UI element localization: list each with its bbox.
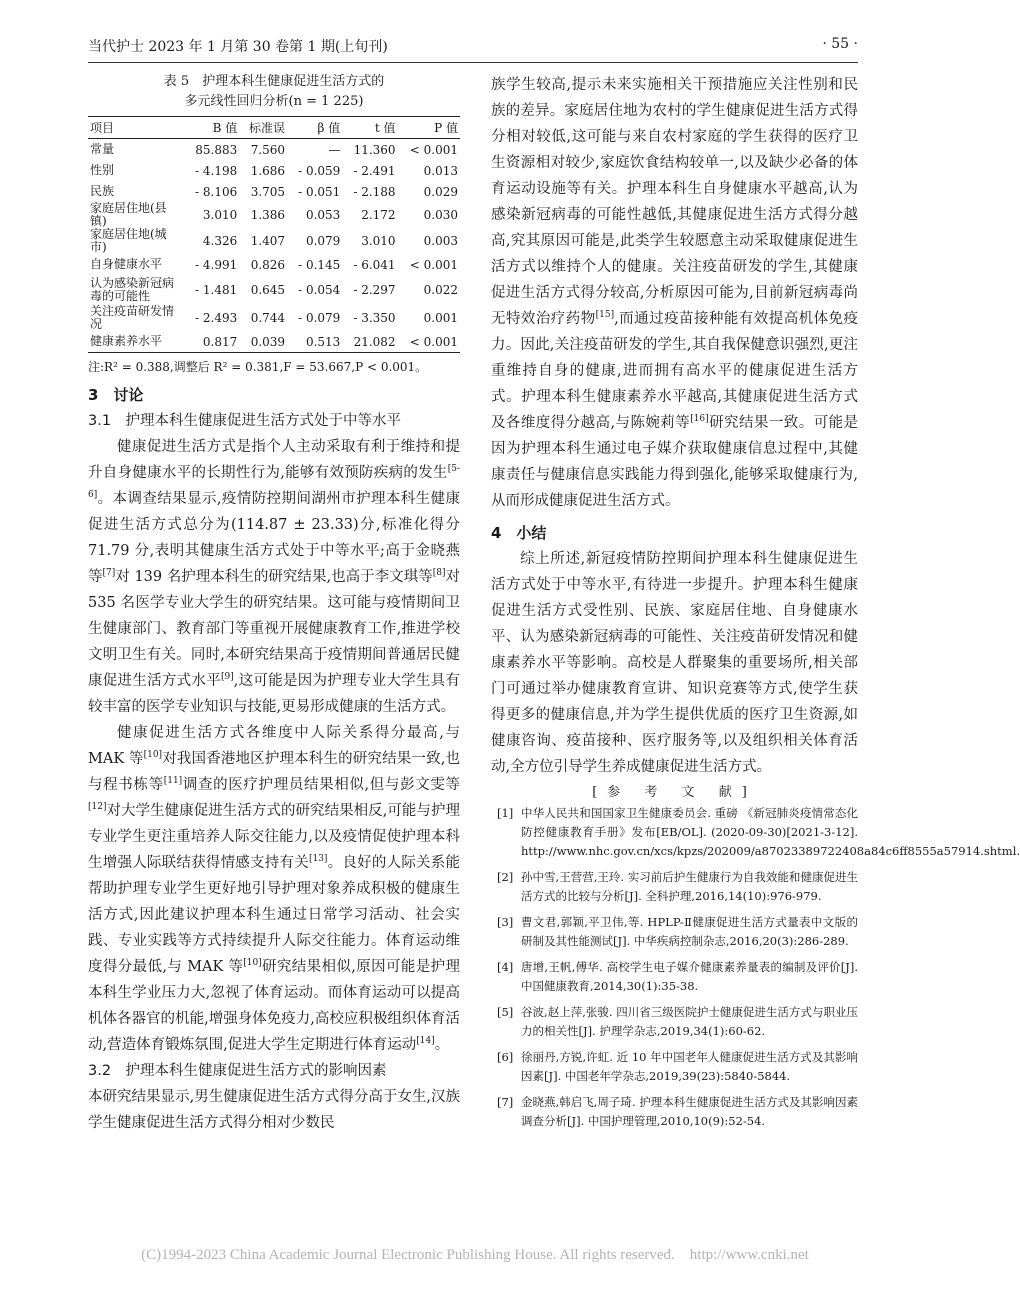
col-header-item: 项目 bbox=[88, 117, 184, 139]
citation: [10] bbox=[143, 750, 163, 761]
reference-text: 唐增,王帆,傅华. 高校学生电子媒介健康素养量表的编制及评价[J]. 中国健康教育,2014,30(1):35-38. bbox=[521, 960, 858, 993]
cell-t: - 3.350 bbox=[353, 311, 396, 325]
cell-p: 0.022 bbox=[423, 283, 458, 297]
reference-item bbox=[491, 1048, 858, 1086]
reference-text: 中华人民共和国国家卫生健康委员会. 重磅 《新冠肺炎疫情常态化防控健康教育手册》发布[EB/OL]. (2020-09-30)[2021-3-12]. http://www.nhc.gov.cn/xcs/kpzs/202009/a87023389722408a84c6ff8555a57914.shtml. bbox=[521, 806, 1020, 858]
cell-se: 0.826 bbox=[250, 257, 286, 272]
cell-beta: 0.079 bbox=[305, 234, 341, 248]
citation: [5-6] bbox=[88, 464, 460, 501]
reference-number: [7] bbox=[497, 1095, 514, 1109]
reference-number: [5] bbox=[497, 1005, 514, 1019]
references-title: [参 考 文 献] bbox=[592, 785, 757, 800]
text-run: 对我国香港地区护理本科生的研究结果一致,也与程书栋等 bbox=[88, 751, 460, 793]
text-run: 。本调查结果显示,疫情防控期间湖州市护理本科生健康促进生活方式总分为(114.87 ± 23.33)分,标准化得分 71.79 分,表明其健康生活方式处于中等水平;高于金晓燕等 bbox=[88, 491, 460, 585]
cell-se: 1.386 bbox=[250, 208, 286, 222]
paragraph-4-1: 综上所述,新冠疫情防控期间护理本科生健康促进生活方式处于中等水平,有待进一步提升。护理本科生健康促进生活方式受性别、民族、家庭居住地、自身健康水平、认为感染新冠病毒的可能性、关注疫苗研发情况和健康素养水平等影响。高校是人群聚集的重要场所,相关部门可通过举办健康教育宣讲、知识竞赛等方式,使学生获得更多的健康信息,并为学生提供优质的医疗卫生资源,如健康咨询、疫苗接种、医疗服务等,以及组织相关体育活动,全方位引导学生养成健康促进生活方式。 bbox=[491, 551, 858, 775]
table-row bbox=[88, 275, 460, 305]
reference-item bbox=[491, 868, 858, 906]
cell-se: 1.407 bbox=[250, 234, 286, 248]
paragraph-3-2-start: 本研究结果显示,男生健康促进生活方式得分高于女生,汉族学生健康促进生活方式得分相对少数民 bbox=[88, 1089, 460, 1131]
reference-text: 金晓燕,韩启飞,周子琦. 护理本科生健康促进生活方式及其影响因素调查分析[J]. 中国护理管理,2010,10(9):52-54. bbox=[521, 1095, 858, 1128]
text-run: 健康促进生活方式是指个人主动采取有利于维持和提升自身健康水平的长期性行为,能够有效预防疾病的发生 bbox=[88, 439, 460, 481]
reference-text: 谷波,赵上萍,张骏. 四川省三级医院护士健康促进生活方式与职业压力的相关性[J]. 护理学杂志,2019,34(1):60-62. bbox=[521, 1005, 858, 1038]
reference-text: 孙中雪,王营营,王玲. 实习前后护生健康行为自我效能和健康促进生活方式的比较与分析[J]. 全科护理,2016,14(10):976-979. bbox=[521, 870, 858, 903]
cell-p: 0.001 bbox=[423, 311, 458, 325]
cell-p: < 0.001 bbox=[409, 142, 458, 157]
table-caption-line1: 表 5 护理本科生健康促进生活方式的 bbox=[163, 74, 385, 89]
text-run: 研究结果一致。可能是因为护理本科生通过电子媒介获取健康信息过程中,其健康责任与健康信息实践能力得到强化,能够采取健康行为,从而形成健康促进生活方式。 bbox=[491, 415, 859, 509]
table-row bbox=[88, 202, 460, 228]
table-row bbox=[88, 254, 460, 275]
reference-item bbox=[491, 913, 858, 951]
cell-se: 3.705 bbox=[250, 184, 286, 199]
col-header-t: t 值 bbox=[342, 117, 397, 139]
cell-se: 0.744 bbox=[250, 311, 286, 325]
row-label: 家庭居住地(城市) bbox=[90, 227, 167, 254]
row-label: 常量 bbox=[90, 142, 115, 156]
text-run: ,而通过疫苗接种能有效提高机体免疫力。因此,关注疫苗研发的学生,其自我保健意识强烈,更注重维持自身的健康,进而拥有高水平的健康促进生活方式。护理本科生健康素养水平越高,其健康促进生活方式及各维度得分越高,与陈婉莉等 bbox=[491, 311, 859, 431]
text-run: 族学生较高,提示未来实施相关干预措施应关注性别和民族的差异。家庭居住地为农村的学生健康促进生活方式得分相对较低,这可能与来自农村家庭的学生获得的医疗卫生资源相对较少,家庭饮食结构较单一,以及缺少必备的体育运动设施等有关。护理本科生自身健康水平越高,认为感染新冠病毒的可能性越低,其健康促进生活方式得分越高,究其原因可能是,此类学生较愿意主动采取健康促进生活方式以维持个人的健康。关注疫苗研发的学生,其健康促进生活方式得分较高,分析原因可能为,目前新冠病毒尚无特效治疗药物 bbox=[491, 77, 858, 327]
cell-b: - 4.198 bbox=[195, 163, 238, 178]
row-label: 性别 bbox=[90, 163, 115, 177]
cell-t: - 2.491 bbox=[353, 163, 396, 178]
cell-b: - 1.481 bbox=[195, 283, 238, 297]
reference-number: [4] bbox=[497, 960, 514, 974]
section-3-1-heading: 3.1 护理本科生健康促进生活方式处于中等水平 bbox=[88, 413, 402, 429]
reference-number: [3] bbox=[497, 915, 514, 929]
table-row bbox=[88, 160, 460, 181]
section-3-2-heading: 3.2 护理本科生健康促进生活方式的影响因素 bbox=[88, 1063, 387, 1079]
text-run: 。良好的人际关系能帮助护理专业学生更好地引导护理对象养成积极的健康生活方式,因此建议护理本科生通过日常学习活动、社会实践、专业实践等方式持续提升人际交往能力。体育运动维度得分最低,与 MAK 等 bbox=[88, 855, 461, 975]
cell-se: 7.560 bbox=[250, 142, 286, 157]
table-note: 注:R² = 0.388,调整后 R² = 0.381,F = 53.667,P < 0.001。 bbox=[88, 360, 428, 374]
table-header-row bbox=[88, 117, 460, 139]
text-run: 调查的医疗护理员结果相似,但与彭文雯等 bbox=[182, 777, 461, 793]
reference-text: 曹文君,郭颖,平卫伟,等. HPLP-Ⅱ健康促进生活方式量表中文版的研制及其性能测试[J]. 中华疾病控制杂志,2016,20(3):286-289. bbox=[521, 915, 858, 948]
reference-item bbox=[491, 1003, 858, 1041]
cell-b: - 4.991 bbox=[195, 257, 238, 272]
citation: [7] bbox=[102, 568, 116, 579]
cell-p: < 0.001 bbox=[409, 334, 458, 349]
text-run: 对 139 名护理本科生的研究结果,也高于李文琪等 bbox=[115, 569, 433, 585]
reference-number: [6] bbox=[497, 1050, 514, 1064]
citation: [15] bbox=[595, 310, 615, 321]
col-header-b: B 值 bbox=[184, 117, 239, 139]
citation: [8] bbox=[432, 568, 446, 579]
cell-se: 0.039 bbox=[250, 334, 286, 349]
copyright-footer: (C)1994-2023 China Academic Journal Electronic Publishing House. All rights reserved. http://www.cnki.net bbox=[141, 1247, 809, 1263]
reference-number: [1] bbox=[497, 806, 514, 820]
row-label: 健康素养水平 bbox=[90, 334, 163, 348]
cell-t: - 2.297 bbox=[353, 283, 396, 297]
reference-list bbox=[491, 804, 1020, 1131]
table-row bbox=[88, 305, 460, 331]
cell-p: 0.003 bbox=[423, 234, 458, 248]
running-header bbox=[88, 36, 858, 60]
cell-beta: - 0.054 bbox=[298, 283, 341, 297]
cell-t: - 2.188 bbox=[353, 184, 396, 199]
regression-table bbox=[88, 116, 460, 353]
col-header-beta: β 值 bbox=[287, 117, 342, 139]
cell-b: 4.326 bbox=[202, 234, 238, 248]
cell-b: 85.883 bbox=[195, 142, 238, 157]
table-caption bbox=[88, 72, 460, 112]
cell-p: 0.029 bbox=[423, 184, 458, 199]
cell-beta: - 0.079 bbox=[298, 311, 341, 325]
cell-t: - 6.041 bbox=[353, 257, 396, 272]
table-row bbox=[88, 331, 460, 353]
col-header-p: P 值 bbox=[398, 117, 460, 139]
right-column bbox=[491, 72, 1020, 1138]
citation: [16] bbox=[690, 414, 709, 425]
cell-beta: - 0.059 bbox=[298, 163, 341, 178]
citation: [14] bbox=[416, 1036, 435, 1047]
citation: [13] bbox=[308, 854, 328, 865]
cell-b: - 2.493 bbox=[195, 311, 238, 325]
table-row bbox=[88, 139, 460, 161]
cell-beta: - 0.051 bbox=[298, 184, 341, 199]
section-4-heading: 4 小结 bbox=[491, 524, 547, 542]
cell-p: 0.013 bbox=[423, 163, 458, 178]
cell-t: 11.360 bbox=[353, 142, 396, 157]
cell-se: 0.645 bbox=[250, 283, 286, 297]
reference-number: [2] bbox=[497, 870, 514, 884]
citation: [10] bbox=[243, 958, 262, 969]
reference-text: 徐丽丹,方锐,许虹. 近 10 年中国老年人健康促进生活方式及其影响因素[J]. 中国老年学杂志,2019,39(23):5840-5844. bbox=[521, 1050, 858, 1083]
row-label: 关注疫苗研发情况 bbox=[90, 304, 175, 331]
row-label: 自身健康水平 bbox=[90, 257, 163, 271]
text-run: 对 535 名医学专业大学生的研究结果。这可能与疫情期间卫生健康部门、教育部门等重视开展健康教育工作,推进学校文明卫生有关。同时,本研究结果高于疫情期间普通居民健康促进生活方式水平 bbox=[88, 569, 461, 689]
text-run: 健康促进生活方式各维度中人际关系得分最高,与 MAK 等 bbox=[88, 725, 460, 767]
cell-p: 0.030 bbox=[423, 208, 458, 222]
paragraph-3-1-1 bbox=[88, 434, 460, 720]
cell-beta: 0.053 bbox=[305, 208, 341, 222]
row-label: 民族 bbox=[90, 184, 115, 198]
cell-t: 3.010 bbox=[361, 234, 396, 248]
cell-t: 21.082 bbox=[353, 334, 396, 349]
paragraph-3-2-continued bbox=[491, 72, 858, 514]
cell-b: 3.010 bbox=[202, 208, 238, 222]
cell-se: 1.686 bbox=[250, 163, 286, 178]
table-row bbox=[88, 228, 460, 254]
section-3-heading: 3 讨论 bbox=[88, 386, 144, 404]
cell-b: - 8.106 bbox=[195, 184, 238, 199]
cell-p: < 0.001 bbox=[409, 257, 458, 272]
row-label: 家庭居住地(县镇) bbox=[90, 201, 167, 228]
cell-b: 0.817 bbox=[202, 334, 238, 349]
text-run: ,这可能是因为护理专业大学生具有较丰富的医学专业知识与技能,更易形成健康的生活方式。 bbox=[88, 673, 461, 715]
table-row bbox=[88, 181, 460, 202]
text-run: 对大学生健康促进生活方式的研究结果相反,可能与护理专业学生更注重培养人际交往能力,以及疫情促使护理本科生增强人际联结获得情感支持有关 bbox=[88, 803, 460, 871]
text-run: 。 bbox=[434, 1037, 450, 1053]
header-rule bbox=[88, 62, 858, 63]
row-label: 认为感染新冠病毒的可能性 bbox=[90, 276, 175, 303]
cell-beta: — bbox=[328, 142, 341, 157]
journal-issue: 当代护士 2023 年 1 月第 30 卷第 1 期(上旬刊) bbox=[88, 39, 388, 55]
reference-item bbox=[491, 958, 858, 996]
cell-beta: - 0.145 bbox=[298, 257, 341, 272]
left-column bbox=[88, 72, 460, 1136]
reference-item bbox=[491, 804, 1020, 861]
paragraph-3-1-2 bbox=[88, 720, 460, 1058]
reference-item bbox=[491, 1093, 858, 1131]
citation: [11] bbox=[163, 776, 183, 787]
page-number: · 55 · bbox=[822, 36, 858, 52]
citation: [12] bbox=[88, 802, 107, 813]
citation: [9] bbox=[221, 672, 234, 683]
text-run: 研究结果相似,原因可能是护理本科生学业压力大,忽视了体育运动。而体育运动可以提高机体各器官的机能,增强身体免疫力,高校应积极组织体育活动,营造体育锻炼氛围,促进大学生定期进行体育运动 bbox=[88, 959, 460, 1053]
cell-beta: 0.513 bbox=[305, 334, 341, 349]
col-header-se: 标准误 bbox=[239, 117, 287, 139]
cell-t: 2.172 bbox=[361, 208, 396, 222]
table-caption-line2: 多元线性回归分析(n = 1 225) bbox=[184, 94, 364, 109]
